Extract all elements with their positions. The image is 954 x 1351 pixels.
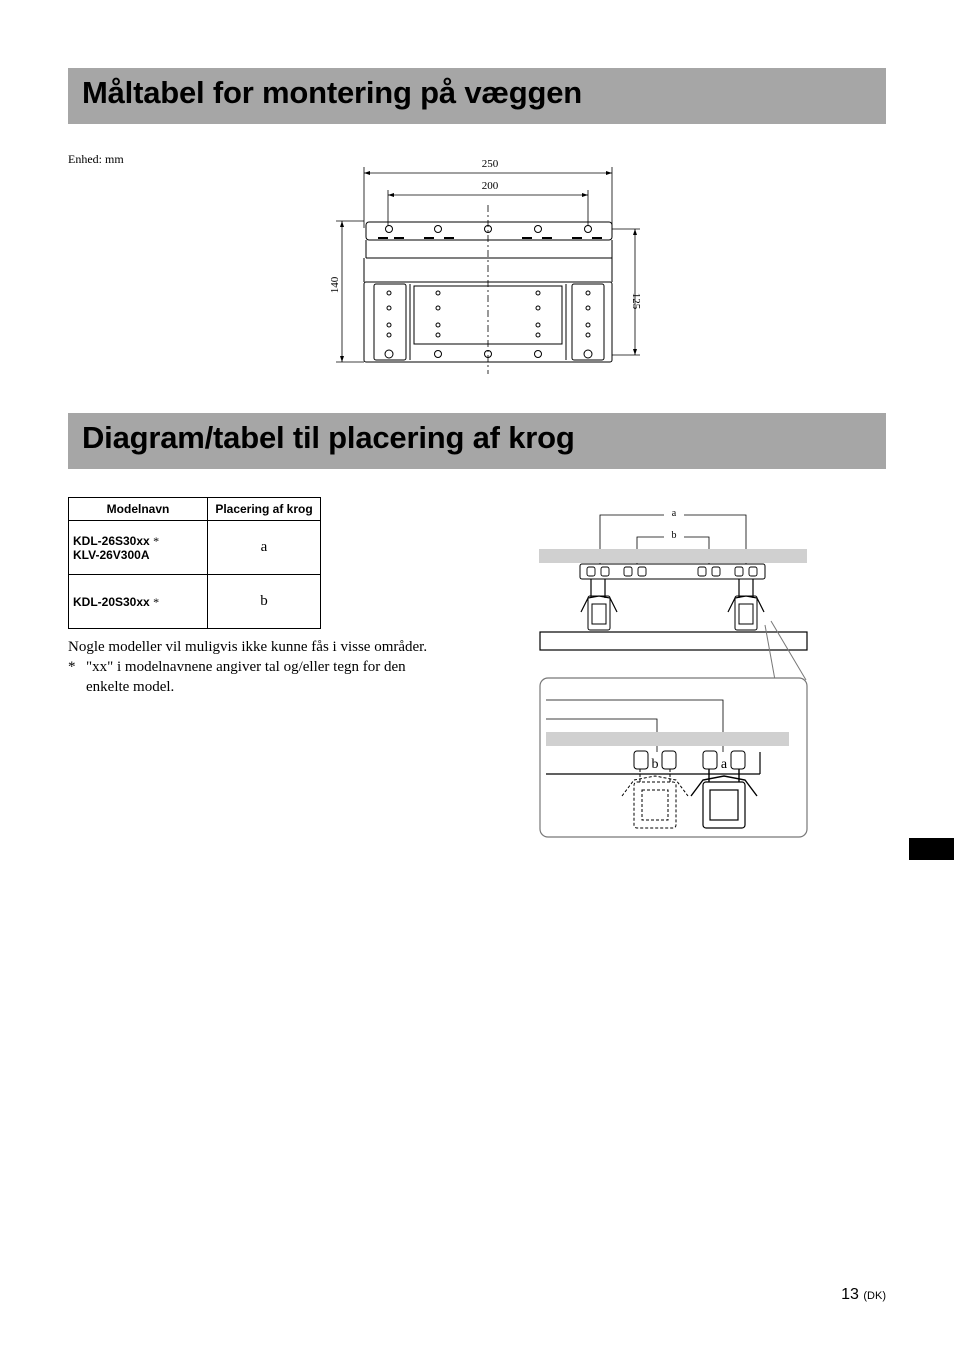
model-name: KLV-26V300A <box>73 547 150 562</box>
dim-125: 125 <box>630 292 642 310</box>
position-cell: b <box>208 575 321 629</box>
footnote-mark: * <box>68 659 76 675</box>
hook-placement-diagram <box>535 500 815 845</box>
asterisk: * <box>153 533 160 548</box>
asterisk: * <box>153 594 160 609</box>
model-name: KDL-26S30xx <box>73 533 150 548</box>
dim-140: 140 <box>329 276 341 294</box>
hook-placement-table <box>68 497 321 629</box>
mount-dimension-diagram <box>320 150 650 380</box>
zoom-label-b: b <box>651 757 659 772</box>
section-title: Diagram/tabel til placering af krog <box>82 420 575 455</box>
zoom-label-a: a <box>720 757 728 772</box>
dim-200: 200 <box>481 180 499 192</box>
side-tab-marker <box>909 838 954 860</box>
page-number <box>841 1286 886 1304</box>
column-header-model: Modelnavn <box>69 498 208 521</box>
table-row <box>69 521 321 575</box>
footnote <box>68 657 438 697</box>
model-cell <box>69 521 208 575</box>
unit-label: Enhed: mm <box>68 152 124 166</box>
footnote-text: "xx" i modelnavnene angiver tal og/eller tegn for den enkelte model. <box>86 659 406 695</box>
section-header-wall-mount <box>68 68 886 124</box>
label-a: a <box>671 508 677 519</box>
label-b: b <box>671 530 677 541</box>
notes-block <box>68 637 438 697</box>
page-number-suffix: (DK) <box>863 1290 886 1302</box>
page-number-value: 13 <box>841 1286 859 1303</box>
section-header-hook-placement <box>68 413 886 469</box>
availability-note: Nogle modeller vil muligvis ikke kunne fås i visse områder. <box>68 639 428 655</box>
model-cell <box>69 575 208 629</box>
section-title: Måltabel for montering på væggen <box>82 75 582 110</box>
position-cell: a <box>208 521 321 575</box>
column-header-position: Placering af krog <box>208 498 321 521</box>
table-row <box>69 575 321 629</box>
dim-250: 250 <box>481 158 499 170</box>
model-name: KDL-20S30xx <box>73 594 150 609</box>
table-header-row <box>69 498 321 521</box>
